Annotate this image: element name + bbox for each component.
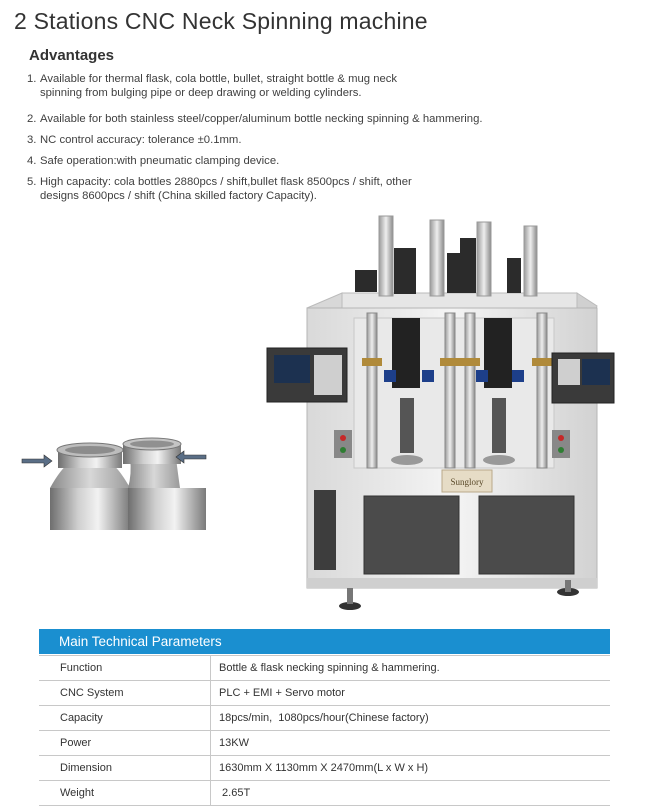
parameter-value: Bottle & flask necking spinning & hammering. (219, 662, 440, 674)
parameter-name: Capacity (39, 706, 211, 730)
advantage-item (27, 113, 587, 134)
parameter-name: CNC System (39, 681, 211, 705)
advantage-text: High capacity: cola bottles 2880pcs / shift,bullet flask 8500pcs / shift, other designs 8600pcs / shift (China skilled factory Capacity). (40, 176, 412, 202)
table-row (39, 756, 610, 781)
advantage-text: Safe operation:with pneumatic clamping device. (40, 155, 280, 167)
machine-photo (262, 208, 622, 618)
left-arrow-icon (22, 455, 52, 467)
parameters-heading: Main Technical Parameters (39, 629, 610, 654)
table-row (39, 655, 610, 681)
brand-logo: Sunglory (450, 477, 484, 487)
advantage-text: Available for both stainless steel/copper/aluminum bottle necking spinning & hammering. (40, 113, 483, 125)
parameter-value: PLC + EMI + Servo motor (219, 687, 345, 699)
advantages-list (27, 73, 587, 203)
table-row (39, 681, 610, 706)
bottle-neck-photo (20, 430, 215, 530)
advantages-heading: Advantages (29, 47, 115, 64)
table-row (39, 731, 610, 756)
advantage-item (27, 176, 587, 203)
parameter-name: Function (39, 656, 211, 680)
advantage-number: 3. (27, 134, 37, 146)
parameter-value: 2.65T (219, 787, 251, 799)
parameter-value: 18pcs/min, 1080pcs/hour(Chinese factory) (219, 712, 429, 724)
advantage-item (27, 155, 587, 176)
advantage-text: NC control accuracy: tolerance ±0.1mm. (40, 134, 242, 146)
table-row (39, 706, 610, 731)
parameter-value: 13KW (219, 737, 249, 749)
parameter-name: Power (39, 731, 211, 755)
advantage-item (27, 134, 587, 155)
advantage-number: 5. (27, 176, 37, 188)
advantage-number: 1. (27, 73, 37, 85)
advantage-number: 4. (27, 155, 37, 167)
parameter-value: 1630mm X 1130mm X 2470mm(L x W x H) (219, 762, 429, 774)
page-title: 2 Stations CNC Neck Spinning machine (14, 8, 428, 34)
table-row (39, 781, 610, 806)
parameters-table (39, 629, 610, 806)
advantage-text: Available for thermal flask, cola bottle, bullet, straight bottle & mug neck spinning from bulging pipe or deep drawing or welding cylinders. (40, 73, 398, 99)
advantage-number: 2. (27, 113, 37, 125)
parameter-name: Dimension (39, 756, 211, 780)
parameter-name: Weight (39, 781, 211, 805)
advantage-item (27, 73, 587, 113)
